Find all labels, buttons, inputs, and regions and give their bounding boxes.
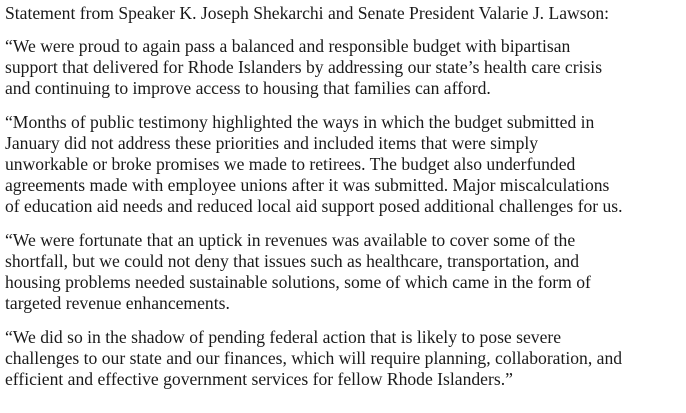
paragraph-line: efficient and effective government services for fellow Rhode Islanders.”	[5, 369, 513, 389]
paragraph-line: January did not address these priorities and included items that were simply	[5, 133, 539, 153]
paragraph-line: “We were fortunate that an uptick in revenues was available to cover some of the	[5, 230, 576, 250]
paragraph-line: targeted revenue enhancements.	[5, 293, 230, 313]
paragraph-line: “We did so in the shadow of pending federal action that is likely to pose severe	[5, 327, 562, 347]
paragraph-4	[5, 327, 685, 390]
paragraph-1	[5, 36, 685, 99]
paragraph-line: of education aid needs and reduced local aid support posed additional challenges for us.	[5, 196, 623, 216]
paragraph-line: support that delivered for Rhode Islanders by addressing our state’s health care crisis	[5, 57, 603, 77]
paragraph-3	[5, 230, 685, 314]
statement-document	[5, 3, 685, 403]
paragraph-line: agreements made with employee unions after it was submitted. Major miscalculations	[5, 175, 610, 195]
paragraph-line: “Months of public testimony highlighted the ways in which the budget submitted in	[5, 112, 595, 132]
paragraph-2	[5, 112, 685, 217]
paragraph-line: shortfall, but we could not deny that issues such as healthcare, transportation, and	[5, 251, 580, 271]
paragraph-line: “We were proud to again pass a balanced and responsible budget with bipartisan	[5, 36, 571, 56]
paragraph-line: and continuing to improve access to housing that families can afford.	[5, 78, 491, 98]
paragraph-line: housing problems needed sustainable solutions, some of which came in the form of	[5, 272, 591, 292]
statement-heading: Statement from Speaker K. Joseph Shekarchi and Senate President Valarie J. Lawson:	[5, 3, 610, 23]
paragraph-line: unworkable or broke promises we made to retirees. The budget also underfunded	[5, 154, 576, 174]
paragraph-line: challenges to our state and our finances, which will require planning, collaboration, and	[5, 348, 623, 368]
